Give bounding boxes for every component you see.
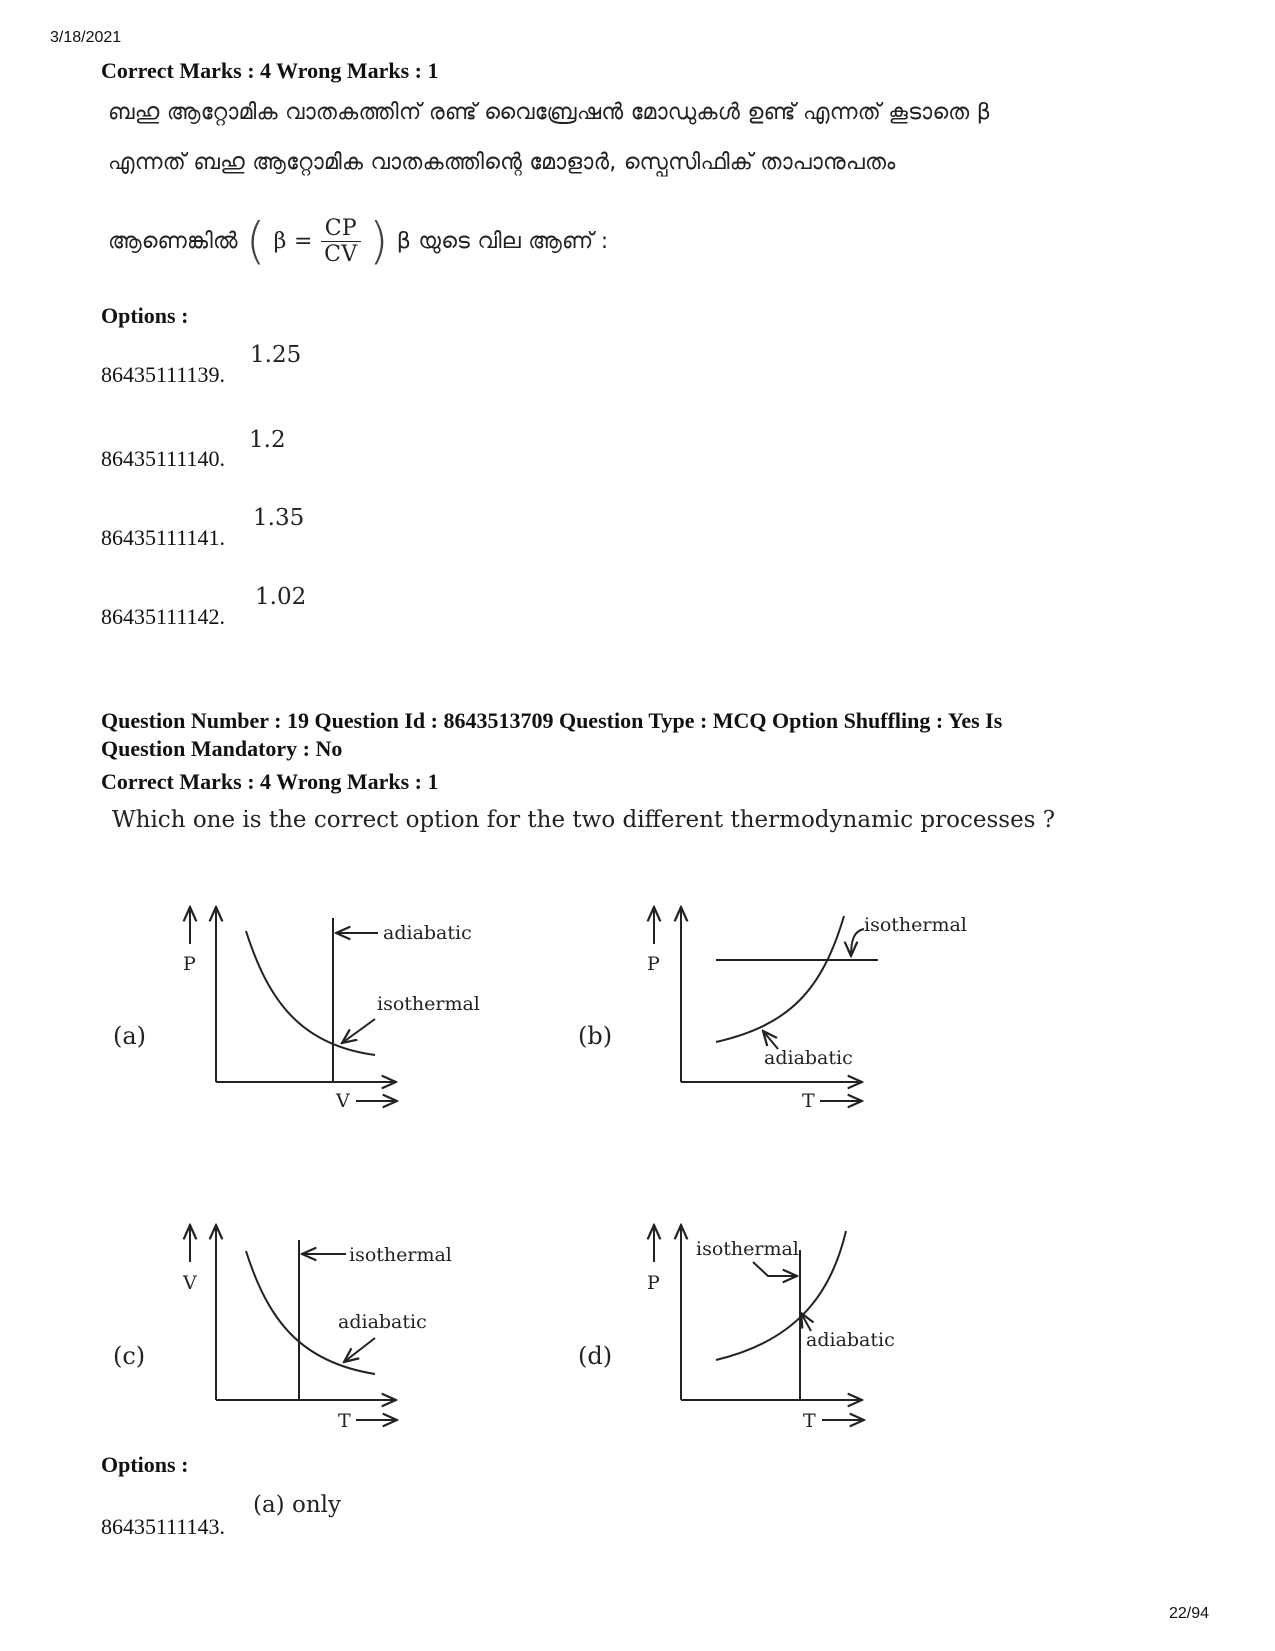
graph-a-adiabatic-label: adiabatic xyxy=(383,922,472,944)
prev-option-value[interactable]: 1.25 xyxy=(250,342,302,368)
graph-b-isothermal-label: isothermal xyxy=(864,914,967,936)
graph-b-x-label: T xyxy=(802,1090,815,1112)
graph-d-adiabatic-label: adiabatic xyxy=(806,1329,895,1351)
formula-close-paren: ) xyxy=(368,212,389,270)
formula-numerator: CP xyxy=(321,216,361,242)
graph-b-adiabatic-curve xyxy=(716,916,844,1042)
formula-beta: β = xyxy=(273,228,313,254)
graph-b xyxy=(578,907,967,1112)
print-date: 3/18/2021 xyxy=(50,29,122,46)
graph-d-isothermal-label: isothermal xyxy=(696,1238,799,1260)
graph-c-label: (c) xyxy=(113,1342,146,1370)
graph-c xyxy=(113,1225,452,1432)
question-meta-line1: Question Number : 19 Question Id : 8643513709 Question Type : MCQ Option Shuffling : Yes Is xyxy=(101,708,1003,733)
graph-a-isothermal-pointer xyxy=(342,1019,375,1043)
question-option-id: 86435111143. xyxy=(101,1514,226,1539)
prev-option-id: 86435111139. xyxy=(101,362,226,387)
graph-a-isothermal-curve xyxy=(246,931,375,1055)
question-marks: Correct Marks : 4 Wrong Marks : 1 xyxy=(101,769,439,794)
prev-question-line3-start: ആണെങ്കിൽ xyxy=(108,228,238,254)
question-options-label: Options : xyxy=(101,1452,189,1477)
question-text: Which one is the correct option for the two different thermodynamic processes ? xyxy=(112,807,1056,833)
prev-options-label: Options : xyxy=(101,303,189,328)
formula-denominator: CV xyxy=(324,241,358,267)
graph-b-label: (b) xyxy=(578,1022,613,1050)
question-option-value[interactable]: (a) only xyxy=(253,1492,341,1518)
prev-option-id: 86435111140. xyxy=(101,446,226,471)
graph-c-y-label: V xyxy=(183,1272,197,1294)
prev-option-value[interactable]: 1.35 xyxy=(253,505,305,531)
graph-d-isothermal-pointer xyxy=(753,1262,797,1276)
formula-open-paren: ( xyxy=(245,212,266,270)
prev-marks: Correct Marks : 4 Wrong Marks : 1 xyxy=(101,58,439,83)
prev-option-id: 86435111142. xyxy=(101,604,226,629)
graph-b-y-label: P xyxy=(647,953,660,975)
graph-c-adiabatic-pointer xyxy=(344,1338,375,1362)
prev-question-line1: ബഹു ആറ്റോമിക വാതകത്തിന് രണ്ട് വൈബ്രേഷൻ മോഡുകൾ ഉണ്ട് എന്നത് കൂടാതെ β xyxy=(108,100,992,125)
graph-a xyxy=(113,907,480,1112)
graph-b-isothermal-pointer xyxy=(851,929,864,956)
question-meta-line2: Question Mandatory : No xyxy=(101,736,343,761)
graph-c-isothermal-label: isothermal xyxy=(349,1244,452,1266)
graph-d-x-label: T xyxy=(803,1410,816,1432)
graph-a-isothermal-label: isothermal xyxy=(377,993,480,1015)
graph-d-y-label: P xyxy=(647,1272,660,1294)
page-number: 22/94 xyxy=(1169,1605,1210,1622)
prev-question-line3-end: β യുടെ വില ആണ് : xyxy=(396,228,609,254)
graph-a-x-label: V xyxy=(336,1090,350,1112)
graph-c-x-label: T xyxy=(338,1410,351,1432)
graph-b-adiabatic-label: adiabatic xyxy=(764,1047,853,1069)
prev-option-value[interactable]: 1.02 xyxy=(255,584,307,610)
graph-d-label: (d) xyxy=(578,1342,613,1370)
graph-a-label: (a) xyxy=(113,1022,147,1050)
graph-a-y-label: P xyxy=(183,953,196,975)
graph-d xyxy=(578,1225,895,1432)
graph-c-adiabatic-label: adiabatic xyxy=(338,1311,427,1333)
prev-question-line2: എന്നത് ബഹു ആറ്റോമിക വാതകത്തിന്റെ മോളാർ, സ്പെസിഫിക് താപാനുപതം xyxy=(108,150,896,175)
prev-option-id: 86435111141. xyxy=(101,525,226,550)
prev-option-value[interactable]: 1.2 xyxy=(249,427,286,453)
